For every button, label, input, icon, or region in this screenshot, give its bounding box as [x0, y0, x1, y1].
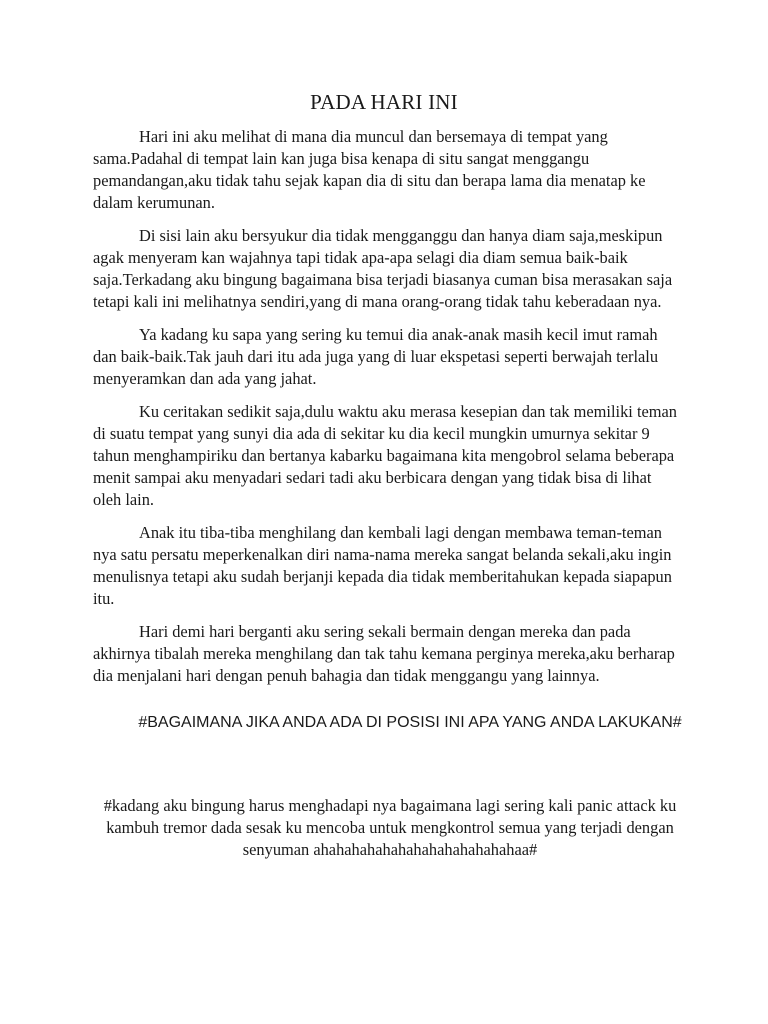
- hashtag-question: #BAGAIMANA JIKA ANDA ADA DI POSISI INI APA YANG ANDA LAKUKAN#: [138, 714, 682, 731]
- paragraph-5: Anak itu tiba-tiba menghilang dan kembali lagi dengan membawa teman-teman nya satu persatu meperkenalkan diri nama-nama mereka sangat belanda sekali,aku ingin menulisnya tetapi aku sudah berjanji kepada dia tidak memberitahukan kepada siapapun itu.: [93, 523, 672, 608]
- paragraph-1: Hari ini aku melihat di mana dia muncul dan bersemaya di tempat yang sama.Padahal di tempat lain kan juga bisa kenapa di situ sangat menggangu pemandangan,aku tidak tahu sejak kapan dia di situ dan berapa lama dia menatap ke dalam kerumunan.: [93, 127, 646, 212]
- document-body: [93, 126, 683, 698]
- paragraph-4: Ku ceritakan sedikit saja,dulu waktu aku merasa kesepian dan tak memiliki teman di suatu tempat yang sunyi dia ada di sekitar ku dia kecil mungkin umurnya sekitar 9 tahun menghampiriku dan bertanya kabarku bagaimana kita mengobrol selama beberapa menit sampai aku menyadari sedari tadi aku berbicara dengan yang tidak bisa di lihat oleh lain.: [93, 402, 677, 509]
- closing-statement: #kadang aku bingung harus menghadapi nya bagaimana lagi sering kali panic attack ku kambuh tremor dada sesak ku mencoba untuk mengkontrol semua yang terjadi dengan senyuman ahahahahahahahahahahahahahaa#: [103, 796, 677, 859]
- document-title: PADA HARI INI: [310, 90, 458, 114]
- paragraph-3: Ya kadang ku sapa yang sering ku temui dia anak-anak masih kecil imut ramah dan baik-baik.Tak jauh dari itu ada juga yang di luar ekspetasi seperti berwajah terlalu menyeramkan dan ada yang jahat.: [93, 325, 659, 388]
- paragraph-2: Di sisi lain aku bersyukur dia tidak mengganggu dan hanya diam saja,meskipun agak menyeram kan wajahnya tapi tidak apa-apa selagi dia diam semua baik-baik saja.Terkadang aku bingung bagaimana bisa terjadi biasanya cuman bisa merasakan saja tetapi kali ini melihatnya sendiri,yang di mana orang-orang tidak tahu keberadaan nya.: [93, 226, 673, 311]
- paragraph-6: Hari demi hari berganti aku sering sekali bermain dengan mereka dan pada akhirnya tibalah mereka menghilang dan tak tahu kemana perginya mereka,aku berharap dia menjalani hari dengan penuh bahagia dan tidak menggangu yang lainnya.: [93, 622, 675, 685]
